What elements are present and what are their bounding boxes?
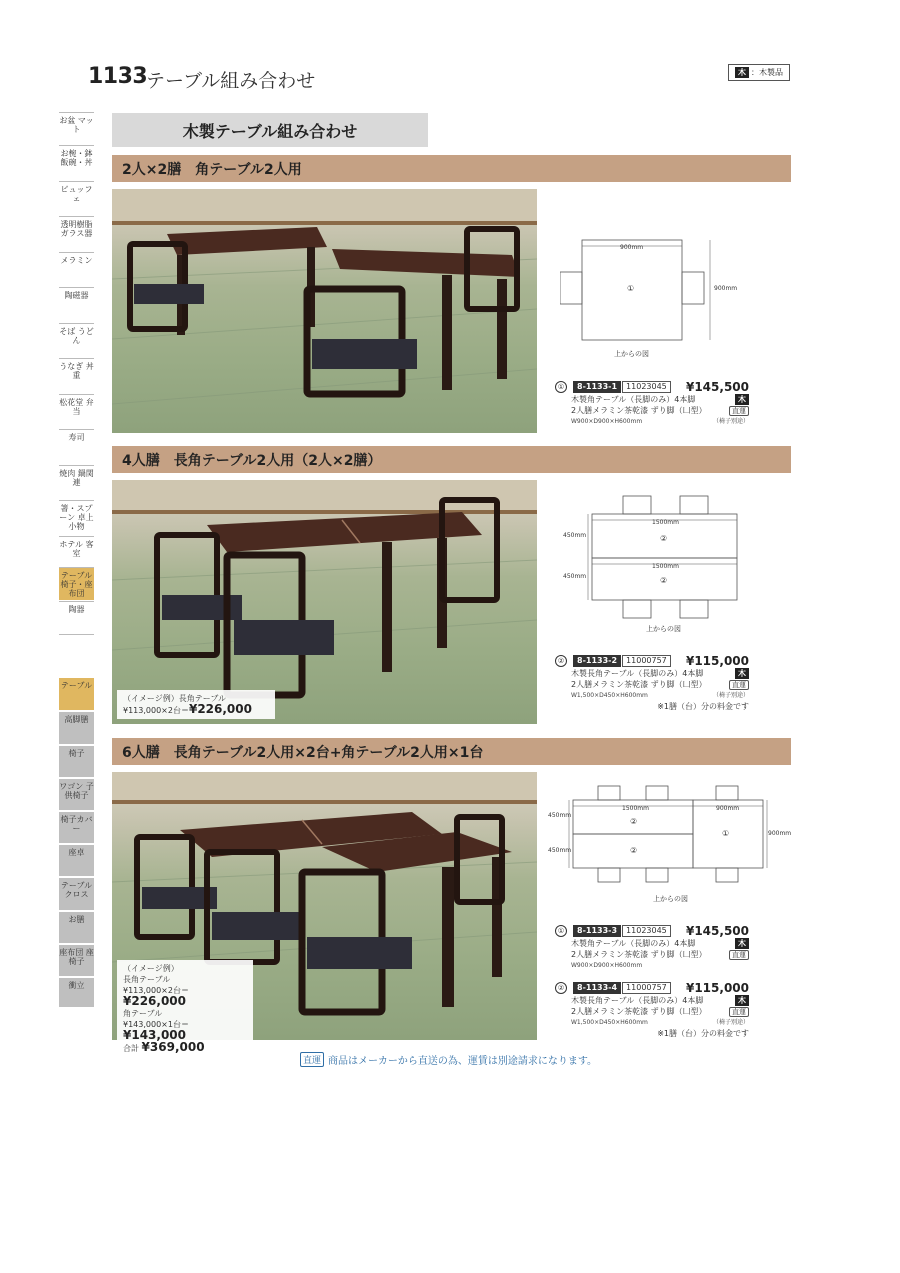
subtab[interactable]: テーブル クロス: [59, 877, 94, 910]
product-code: 8-1133-1: [573, 381, 621, 393]
dim-width: 1500mm: [652, 563, 679, 570]
product-size: W900×D900×H600mm: [571, 418, 643, 425]
product-note: （椅子別途）: [712, 418, 749, 425]
sidebar-tab[interactable]: メラミン: [59, 252, 94, 286]
footnote: ※1膳（台）分の料金です: [657, 702, 749, 711]
subtab[interactable]: 椅子: [59, 745, 94, 777]
caption-calc: ¥143,000×1台＝: [123, 1020, 189, 1029]
product-desc-2: 2人膳メラミン茶乾漆 ずり脚（凵型）: [571, 950, 707, 959]
product-photo: [112, 189, 537, 433]
section-title: 6人膳 長角テーブル2人用×2台+角テーブル2人用×1台: [112, 738, 791, 765]
sidebar-tab[interactable]: 寿司: [59, 429, 94, 464]
product-note: （椅子別途）: [712, 692, 749, 699]
sidebar-tab[interactable]: ホテル 客室: [59, 536, 94, 566]
product-num: ①: [555, 925, 567, 937]
wood-badge: 木: [735, 67, 749, 78]
caption-line: （イメージ例）長角テーブル: [123, 694, 227, 703]
sidebar-tab[interactable]: うなぎ 丼重: [59, 358, 94, 393]
product-entry: [555, 380, 795, 427]
dim-height: 450mm: [563, 573, 587, 580]
diagram-label: 上からの図: [614, 350, 649, 358]
subtab[interactable]: 座布団 座椅子: [59, 944, 94, 976]
section-title: 2人×2膳 角テーブル2人用: [112, 155, 791, 182]
image-caption: [117, 960, 253, 1057]
dim-height: 450mm: [548, 847, 572, 854]
product-code: 8-1133-2: [573, 655, 621, 667]
legend-text: ：木製品: [751, 68, 783, 77]
sidebar-tab[interactable]: 陶磁器: [59, 287, 94, 322]
product-size: W1,500×D450×H600mm: [571, 692, 648, 699]
product-desc-1: 木製角テーブル（長脚のみ）4本脚: [571, 939, 696, 948]
product-desc-1: 木製角テーブル（長脚のみ）4本脚: [571, 395, 696, 404]
product-desc-2: 2人膳メラミン茶乾漆 ずり脚（凵型）: [571, 406, 707, 415]
product-entry: [555, 981, 795, 1039]
product-desc-1: 木製長角テーブル（長脚のみ）4本脚: [571, 996, 704, 1005]
caption-calc: ¥113,000×2台＝: [123, 986, 189, 995]
diagram-num: ②: [660, 534, 668, 543]
page-title: テーブル組み合わせ: [146, 70, 316, 92]
product-desc-2: 2人膳メラミン茶乾漆 ずり脚（凵型）: [571, 1007, 707, 1016]
diagram-num: ②: [630, 817, 638, 826]
product-num: ②: [555, 655, 567, 667]
dim-width: 900mm: [716, 805, 740, 812]
caption-line: （イメージ例）: [123, 964, 179, 973]
dim-width: 900mm: [620, 244, 644, 251]
sidebar-tab[interactable]: 松花堂 弁当: [59, 394, 94, 428]
product-code: 8-1133-3: [573, 925, 621, 937]
dim-height: 900mm: [714, 285, 738, 292]
diagram-num: ①: [627, 284, 635, 293]
jan-code: 11000757: [622, 982, 671, 994]
direct-ship-tag: 直運: [729, 406, 749, 416]
sidebar-tab[interactable]: 箸・スプーン 卓上小物: [59, 500, 94, 535]
price: ¥115,000: [685, 654, 749, 668]
top-view-diagram: [560, 235, 738, 365]
diagram-num: ①: [722, 829, 730, 838]
sidebar-tab[interactable]: ビュッフェ: [59, 181, 94, 215]
page-number: 1133: [88, 64, 148, 89]
caption-total: ¥226,000: [188, 702, 252, 716]
diagram-label: 上からの図: [653, 895, 688, 903]
sidebar-tab[interactable]: 陶器: [59, 601, 94, 635]
wood-badge: 木: [735, 668, 749, 679]
caption-subtotal: ¥143,000: [123, 1028, 187, 1042]
legend-box: [728, 64, 790, 81]
sidebar-tab[interactable]: そば うどん: [59, 323, 94, 357]
caption-total: ¥369,000: [141, 1040, 205, 1054]
direct-ship-tag: 直運: [729, 1007, 749, 1017]
section-title: 4人膳 長角テーブル2人用（2人×2膳）: [112, 446, 791, 473]
jan-code: 11000757: [622, 655, 671, 667]
sidebar-tab[interactable]: お盆 マット: [59, 112, 94, 144]
footer-note: [300, 1052, 597, 1067]
dim-width: 1500mm: [622, 805, 649, 812]
product-size: W900×D900×H600mm: [571, 962, 643, 969]
sidebar-tab[interactable]: 透明樹脂 ガラス器: [59, 216, 94, 251]
subtab[interactable]: 衝立: [59, 977, 94, 1007]
jan-code: 11023045: [622, 381, 671, 393]
sidebar-tab-active[interactable]: テーブル 椅子・座布団: [59, 567, 94, 600]
wood-badge: 木: [735, 995, 749, 1006]
dim-width: 1500mm: [652, 519, 679, 526]
diagram-label: 上からの図: [646, 625, 681, 633]
product-code: 8-1133-4: [573, 982, 621, 994]
direct-ship-tag: 直運: [729, 950, 749, 960]
sidebar-tab[interactable]: お椀・鉢 飯碗・丼: [59, 145, 94, 180]
caption-calc: ¥113,000×2台＝: [123, 706, 189, 715]
product-desc-1: 木製長角テーブル（長脚のみ）4本脚: [571, 669, 704, 678]
price: ¥115,000: [685, 981, 749, 995]
caption-subtotal: ¥226,000: [123, 994, 187, 1008]
product-desc-2: 2人膳メラミン茶乾漆 ずり脚（凵型）: [571, 680, 707, 689]
wood-badge: 木: [735, 938, 749, 949]
product-size: W1,500×D450×H600mm: [571, 1019, 648, 1026]
price: ¥145,500: [685, 380, 749, 394]
subtab[interactable]: 椅子カバー: [59, 811, 94, 843]
caption-line: 角テーブル: [123, 1009, 163, 1018]
footer-text: 商品はメーカーから直送の為、運賃は別途請求になります。: [328, 1056, 598, 1067]
price: ¥145,500: [685, 924, 749, 938]
dim-height: 450mm: [563, 532, 587, 539]
sidebar-tab[interactable]: 焼肉 鍋関連: [59, 465, 94, 499]
product-num: ②: [555, 982, 567, 994]
main-section-header: 木製テーブル組み合わせ: [112, 113, 428, 147]
subtab-active[interactable]: テーブル: [59, 677, 94, 710]
jan-code: 11023045: [622, 925, 671, 937]
product-entry: [555, 924, 795, 971]
product-entry: [555, 654, 795, 712]
direct-ship-tag: 直運: [729, 680, 749, 690]
diagram-num: ②: [660, 576, 668, 585]
wood-badge: 木: [735, 394, 749, 405]
dim-height: 450mm: [548, 812, 572, 819]
diagram-num: ②: [630, 846, 638, 855]
subtab[interactable]: ワゴン 子供椅子: [59, 778, 94, 810]
dim-height: 900mm: [768, 830, 792, 837]
direct-ship-tag: 直運: [300, 1052, 324, 1067]
product-num: ①: [555, 381, 567, 393]
top-view-diagram: [548, 784, 793, 909]
subtab[interactable]: 高脚膳: [59, 711, 94, 744]
footnote: ※1膳（台）分の料金です: [657, 1029, 749, 1038]
subtab[interactable]: お膳: [59, 911, 94, 943]
caption-line: 長角テーブル: [123, 975, 171, 984]
product-note: （椅子別途）: [712, 1019, 749, 1026]
top-view-diagram: [560, 494, 760, 634]
caption-line: 合計: [123, 1044, 139, 1053]
product-photo: [112, 480, 537, 724]
image-caption: [117, 690, 275, 719]
subtab[interactable]: 座卓: [59, 844, 94, 876]
